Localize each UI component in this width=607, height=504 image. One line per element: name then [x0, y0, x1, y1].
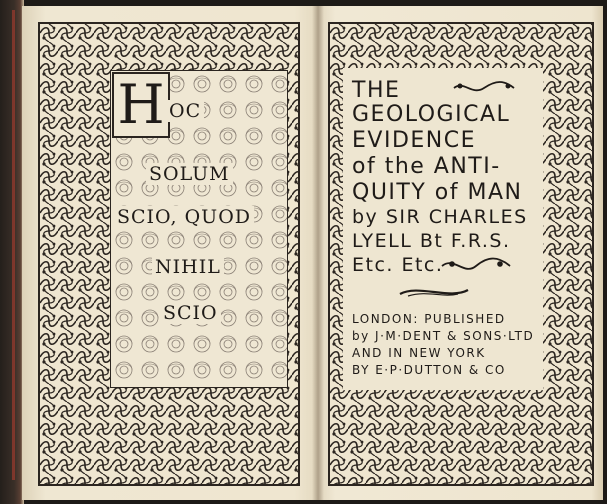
title-line-4: of the ANTI- [352, 154, 501, 179]
imprint-line-3: AND IN NEW YORK [352, 346, 486, 360]
imprint-line-2: by J·M·DENT & SONS·LTD [352, 329, 535, 343]
page-gutter [312, 6, 324, 500]
imprint-line-4: BY E·P·DUTTON & CO [352, 363, 506, 377]
title-line-6: by SIR CHARLES [352, 206, 528, 228]
title-line-3: EVIDENCE [352, 128, 476, 153]
title-line-8: Etc. Etc. [352, 254, 444, 276]
book-cover-edge [0, 0, 24, 504]
latin-line-4: NIHIL [152, 256, 224, 278]
latin-line-5: SCIO [160, 302, 221, 324]
latin-line-3: SCIO, QUOD [114, 206, 254, 228]
title-line-5: QUITY of MAN [352, 180, 523, 205]
title-line-2: GEOLOGICAL [352, 102, 511, 127]
title-line-7: LYELL Bt F.R.S. [352, 230, 511, 252]
title-line-1: THE [352, 78, 401, 103]
leaf-ornament-icon [452, 80, 516, 96]
latin-line-2: SOLUM [146, 163, 233, 185]
latin-line-1: OC [166, 100, 204, 122]
imprint-line-1: LONDON: PUBLISHED [352, 312, 506, 326]
drop-cap-letter: H [112, 72, 170, 138]
swash-ornament-icon [398, 286, 470, 300]
leaf-ornament-icon [440, 256, 512, 276]
